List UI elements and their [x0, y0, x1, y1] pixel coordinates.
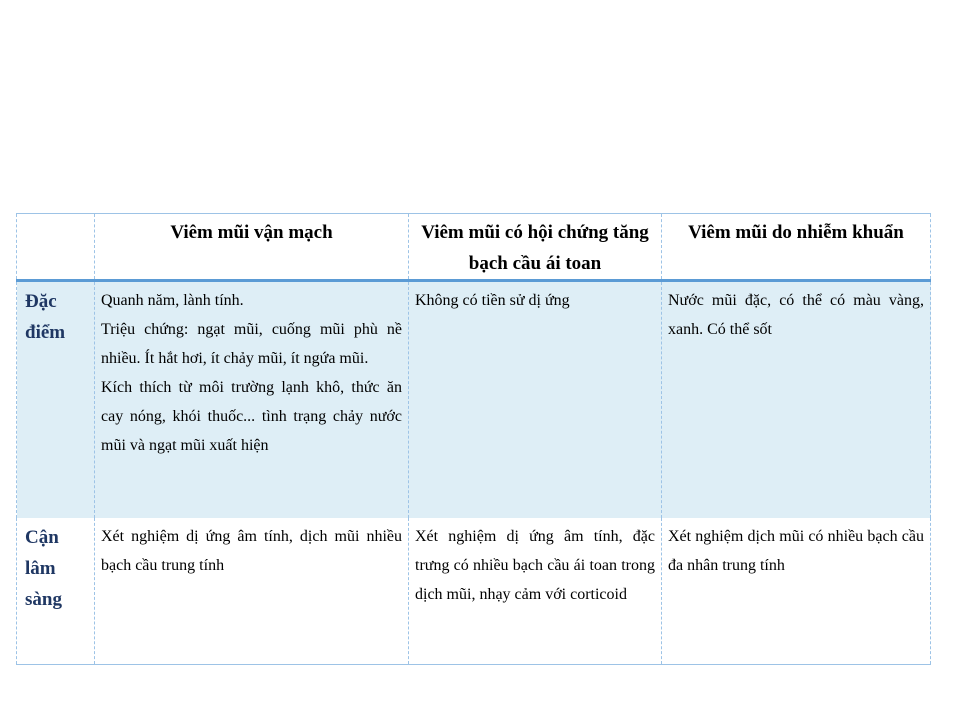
cell-paragraph: Triệu chứng: ngạt mũi, cuống mũi phù nề nhiều. Ít hắt hơi, ít chảy mũi, ít ngứa mũi.: [101, 321, 402, 367]
header-row: [17, 214, 931, 281]
cell-paragraph: Kích thích từ môi trường lạnh khô, thức ăn cay nóng, khói thuốc... tình trạng chảy nước mũi và ngạt mũi xuất hiện: [101, 379, 402, 454]
header-eosinophilic-rhinitis: Viêm mũi có hội chứng tăng bạch cầu ái toan: [409, 214, 662, 281]
cell-paragraph: Quanh năm, lành tính.: [101, 292, 244, 309]
header-infectious-rhinitis: Viêm mũi do nhiễm khuẩn: [662, 214, 931, 281]
row-label-paraclinical: Cận lâm sàng: [17, 518, 95, 665]
row-label-characteristics: Đặc điểm: [17, 281, 95, 519]
table-row-paraclinical: [17, 518, 931, 665]
cell-paragraph: Nước mũi đặc, có thể có màu vàng, xanh. Có thể sốt: [668, 292, 924, 338]
comparison-table: [16, 213, 931, 665]
header-corner-cell: [17, 214, 95, 281]
table-row-characteristics: [17, 281, 931, 519]
cell-paragraph: Xét nghiệm dịch mũi có nhiều bạch cầu đa nhân trung tính: [668, 528, 924, 574]
cell-paragraph: Xét nghiệm dị ứng âm tính, đặc trưng có nhiều bạch cầu ái toan trong dịch mũi, nhạy cảm với corticoid: [415, 528, 655, 603]
cell-paragraph: Không có tiền sử dị ứng: [415, 292, 570, 309]
cell-eosinophilic-paraclinical: [409, 518, 662, 665]
cell-vasomotor-paraclinical: [95, 518, 409, 665]
cell-paragraph: Xét nghiệm dị ứng âm tính, dịch mũi nhiều bạch cầu trung tính: [101, 528, 402, 574]
cell-infectious-characteristics: [662, 281, 931, 519]
header-vasomotor-rhinitis: Viêm mũi vận mạch: [95, 214, 409, 281]
cell-vasomotor-characteristics: [95, 281, 409, 519]
cell-eosinophilic-characteristics: [409, 281, 662, 519]
cell-infectious-paraclinical: [662, 518, 931, 665]
